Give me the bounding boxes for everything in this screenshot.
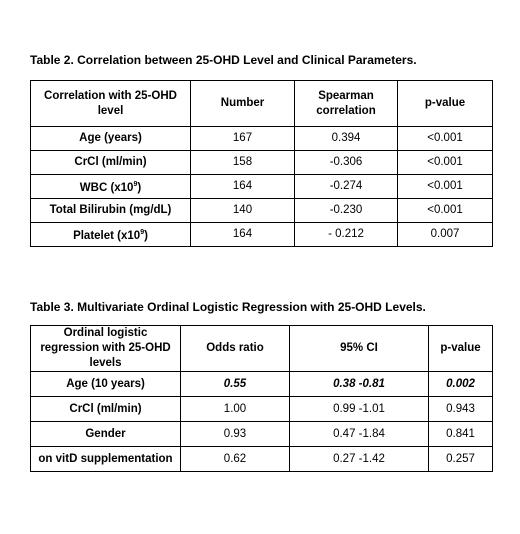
- table2-header-pvalue: p-value: [398, 81, 493, 127]
- table2-header-row: [31, 81, 493, 127]
- table2-row-label: WBC $(x10^9)$: [31, 175, 191, 199]
- table2-row-label: Platelet $(x10^9)$: [31, 223, 191, 247]
- table3-row-label: on vitD supplementation: [31, 447, 181, 472]
- table-row: [31, 223, 493, 247]
- table3-cell-ci: 0.38 -0.81: [290, 372, 429, 397]
- superscript: 9: [133, 181, 138, 188]
- table3-row-label: CrCl (ml/min): [31, 397, 181, 422]
- table3-caption: Table 3. Multivariate Ordinal Logistic Regression with 25-OHD Levels.: [30, 300, 426, 314]
- table2-cell-correlation: -0.306: [295, 151, 398, 175]
- table3-cell-ci: 0.99 -1.01: [290, 397, 429, 422]
- table3-header-variable: Ordinal logistic regression with 25-OHD levels: [31, 326, 181, 372]
- table2-cell-number: 158: [191, 151, 295, 175]
- table3-regression: [30, 325, 493, 472]
- table2-row-label: CrCl (ml/min): [31, 151, 191, 175]
- table2-cell-pvalue: <0.001: [398, 151, 493, 175]
- table3-cell-odds: 0.55: [181, 372, 290, 397]
- table2-cell-correlation: - 0.212: [295, 223, 398, 247]
- table2-header-number: Number: [191, 81, 295, 127]
- table-row: [31, 447, 493, 472]
- table3-header-ci: 95% CI: [290, 326, 429, 372]
- table3-cell-pvalue: 0.257: [429, 447, 493, 472]
- table-row: [31, 151, 493, 175]
- table-row: [31, 127, 493, 151]
- table2-caption: Table 2. Correlation between 25-OHD Level and Clinical Parameters.: [30, 53, 417, 67]
- table3-row-label: Gender: [31, 422, 181, 447]
- table-row: [31, 397, 493, 422]
- table2-row-label: Age (years): [31, 127, 191, 151]
- table-row: [31, 175, 493, 199]
- table2-cell-correlation: -0.230: [295, 199, 398, 223]
- table3-row-label: Age (10 years): [31, 372, 181, 397]
- table3-cell-odds: 0.93: [181, 422, 290, 447]
- table2-cell-pvalue: <0.001: [398, 127, 493, 151]
- table3-cell-odds: 1.00: [181, 397, 290, 422]
- table2-cell-pvalue: <0.001: [398, 175, 493, 199]
- table3-header-odds: Odds ratio: [181, 326, 290, 372]
- table-row: [31, 422, 493, 447]
- table3-cell-odds: 0.62: [181, 447, 290, 472]
- table2-cell-correlation: 0.394: [295, 127, 398, 151]
- table2-header-spearman: Spearman correlation: [295, 81, 398, 127]
- table2-cell-number: 140: [191, 199, 295, 223]
- table3-cell-ci: 0.27 -1.42: [290, 447, 429, 472]
- table3-header-row: [31, 326, 493, 372]
- table2-cell-pvalue: 0.007: [398, 223, 493, 247]
- table2-header-parameter: Correlation with 25-OHD level: [31, 81, 191, 127]
- table3-cell-ci: 0.47 -1.84: [290, 422, 429, 447]
- table2-cell-pvalue: <0.001: [398, 199, 493, 223]
- table-row: [31, 199, 493, 223]
- table2-cell-number: 164: [191, 223, 295, 247]
- table-row: [31, 372, 493, 397]
- superscript: 9: [140, 229, 145, 236]
- table2-cell-number: 167: [191, 127, 295, 151]
- table3-cell-pvalue: 0.943: [429, 397, 493, 422]
- table2-cell-number: 164: [191, 175, 295, 199]
- table2-correlation: [30, 80, 493, 247]
- table2-row-label: Total Bilirubin (mg/dL): [31, 199, 191, 223]
- table3-header-pvalue: p-value: [429, 326, 493, 372]
- table3-cell-pvalue: 0.841: [429, 422, 493, 447]
- table2-cell-correlation: -0.274: [295, 175, 398, 199]
- table3-cell-pvalue: 0.002: [429, 372, 493, 397]
